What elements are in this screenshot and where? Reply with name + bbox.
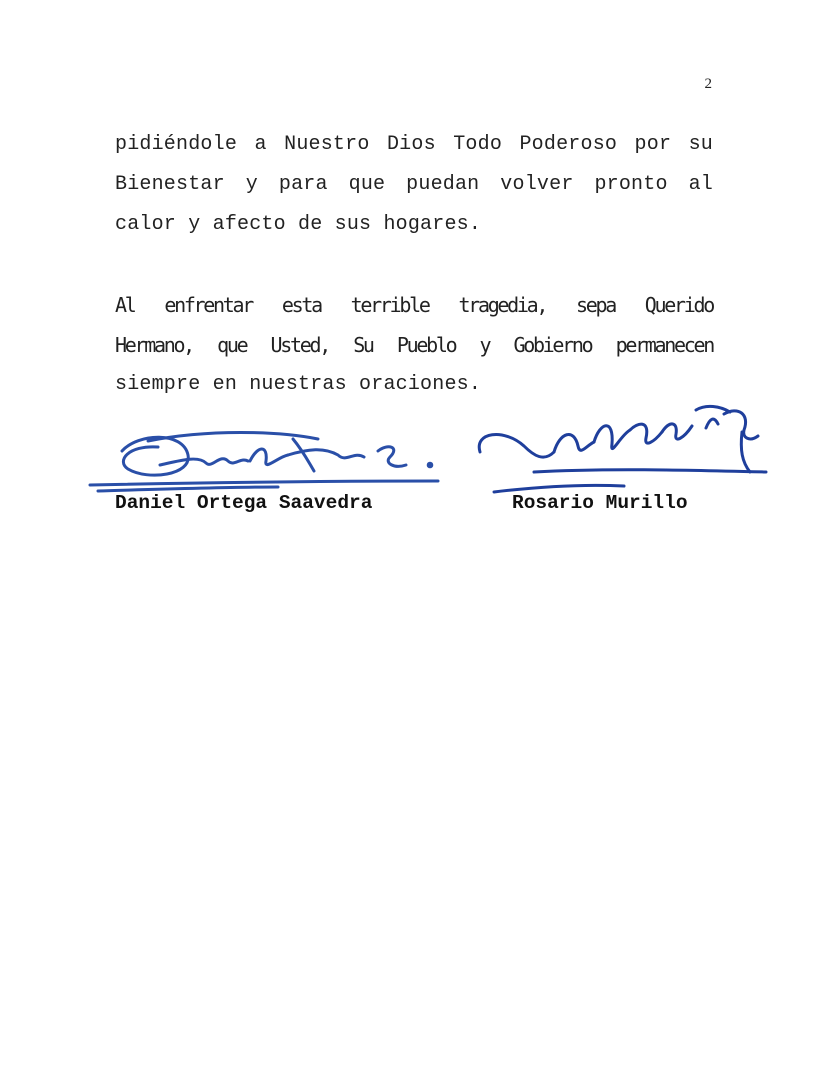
paragraph-1 bbox=[115, 125, 713, 245]
paragraph-line: siempre en nuestras oraciones. bbox=[115, 373, 482, 396]
paragraph-line: Bienestar y para que puedan volver pronto al bbox=[115, 173, 713, 196]
paragraph-line: pidiéndole a Nuestro Dios Todo Poderoso por su bbox=[115, 133, 713, 156]
paragraph-2 bbox=[115, 285, 713, 405]
paragraph-line: calor y afecto de sus hogares. bbox=[115, 213, 482, 236]
signer-name-rosario-murillo: Rosario Murillo bbox=[512, 492, 688, 514]
page-number: 2 bbox=[704, 76, 712, 92]
signer-name-daniel-ortega: Daniel Ortega Saavedra bbox=[115, 492, 373, 514]
paragraph-line: Al enfrentar esta terrible tragedia, sepa Querido bbox=[115, 293, 713, 317]
signature-rosario-murillo bbox=[474, 402, 770, 506]
signature-daniel-ortega bbox=[88, 425, 440, 501]
paragraph-line: Hermano, que Usted, Su Pueblo y Gobierno permanecen bbox=[115, 333, 713, 357]
